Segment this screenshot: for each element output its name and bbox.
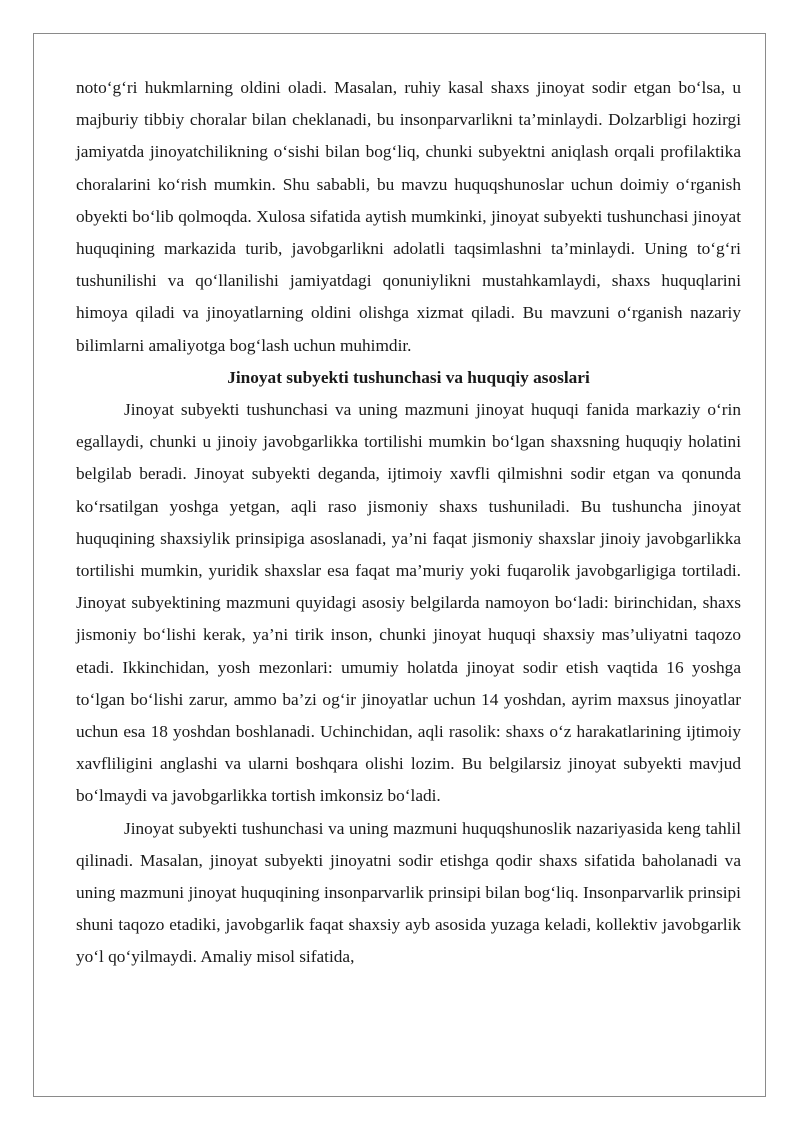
- paragraph-1: Jinoyat subyekti tushunchasi va uning mazmuni jinoyat huquqi fanida markaziy o‘rin egallaydi, chunki u jinoiy javobgarlikka tortilishi mumkin bo‘lgan shaxsning huquqiy holatini belgilab beradi. Jinoyat subyekti deganda, ijtimoiy xavfli qilmishni sodir etgan va qonunda ko‘rsatilgan yoshga yetgan, aqli raso jismoniy shaxs tushuniladi. Bu tushuncha jinoyat huquqining shaxsiylik prinsipiga asoslanadi, ya’ni faqat jismoniy shaxslar jinoiy javobgarlikka tortilishi mumkin, yuridik shaxslar esa faqat ma’muriy yoki fuqarolik javobgarligiga tortiladi. Jinoyat subyektining mazmuni quyidagi asosiy belgilarda namoyon bo‘ladi: birinchidan, shaxs jismoniy bo‘lishi kerak, ya’ni tirik inson, chunki jinoyat huquqi shaxsiy mas’uliyatni taqozo etadi. Ikkinchidan, yosh mezonlari: umumiy holatda jinoyat sodir etish vaqtida 16 yoshga to‘lgan bo‘lishi zarur, ammo ba’zi og‘ir jinoyatlar uchun 14 yoshdan, ayrim maxsus jinoyatlar uchun esa 18 yoshdan boshlanadi. Uchinchidan, aqli rasolik: shaxs o‘z harakatlarining ijtimoiy xavfliligini anglashi va ularni boshqara olishi lozim. Bu belgilarsiz jinoyat subyekti mavjud bo‘lmaydi va javobgarlikka tortish imkonsiz bo‘ladi.: [76, 400, 741, 806]
- section-heading: Jinoyat subyekti tushunchasi va huquqiy asoslari: [227, 367, 590, 387]
- paragraph-continued: noto‘g‘ri hukmlarning oldini oladi. Masalan, ruhiy kasal shaxs jinoyat sodir etgan bo‘lsa, u majburiy tibbiy choralar bilan cheklanadi, bu insonparvarlikni ta’minlaydi. Dolzarbligi hozirgi jamiyatda jinoyatchilikning o‘sishi bilan bog‘liq, chunki subyektni aniqlash orqali profilaktika choralarini ko‘rish mumkin. Shu sababli, bu mavzu huquqshunoslar uchun doimiy o‘rganish obyekti bo‘lib qolmoqda. Xulosa sifatida aytish mumkinki, jinoyat subyekti tushunchasi jinoyat huquqining markazida turib, javobgarlikni adolatli taqsimlashni ta’minlaydi. Uning to‘g‘ri tushunilishi va qo‘llanilishi jamiyatdagi qonuniylikni mustahkamlaydi, shaxs huquqlarini himoya qiladi va jinoyatlarning oldini olishga xizmat qiladi. Bu mavzuni o‘rganish nazariy bilimlarni amaliyotga bog‘lash uchun muhimdir.: [76, 78, 741, 355]
- paragraph-2: Jinoyat subyekti tushunchasi va uning mazmuni huquqshunoslik nazariyasida keng tahlil qilinadi. Masalan, jinoyat subyekti jinoyatni sodir etishga qodir shaxs sifatida baholanadi va uning mazmuni jinoyat huquqining insonparvarlik prinsipi bilan bog‘liq. Insonparvarlik prinsipi shuni taqozo etadiki, javobgarlik faqat shaxsiy ayb asosida yuzaga keladi, kollektiv javobgarlik yo‘l qo‘yilmaydi. Amaliy misol sifatida,: [76, 818, 741, 967]
- document-body: [76, 72, 741, 974]
